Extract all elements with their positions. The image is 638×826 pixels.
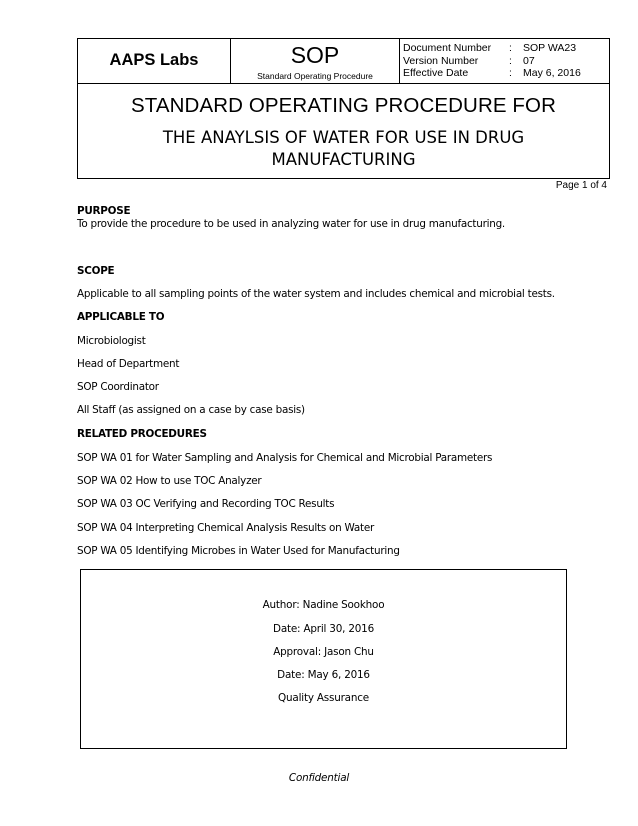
scope-text: Applicable to all sampling points of the water system and includes chemical and microbial tests. xyxy=(77,288,555,300)
meta-label: Effective Date xyxy=(403,67,469,80)
list-item: SOP WA 04 Interpreting Chemical Analysis Results on Water xyxy=(77,522,375,534)
signoff-box xyxy=(80,569,567,749)
meta-effective-date xyxy=(403,67,609,80)
meta-label: Document Number xyxy=(403,42,492,54)
list-item: SOP WA 05 Identifying Microbes in Water Used for Manufacturing xyxy=(77,545,400,557)
document-title xyxy=(78,83,610,178)
list-item: SOP WA 02 How to use TOC Analyzer xyxy=(77,475,262,487)
signoff-author: Author: Nadine Sookhoo xyxy=(262,599,385,611)
signoff-date: Date: April 30, 2016 xyxy=(273,623,374,635)
document-meta xyxy=(400,39,610,84)
document-header xyxy=(77,38,610,179)
meta-label: Version Number xyxy=(403,54,479,67)
meta-value: 07 xyxy=(523,54,535,67)
meta-value: SOP WA23 xyxy=(523,42,577,54)
meta-colon: : xyxy=(509,42,512,54)
sop-label-cell xyxy=(231,39,400,84)
meta-colon: : xyxy=(509,67,512,80)
list-item: Microbiologist xyxy=(77,335,146,347)
title-line-2: THE ANAYLSIS OF WATER FOR USE IN DRUG MANUFACTURING xyxy=(162,127,525,169)
page-number: Page 1 of 4 xyxy=(555,180,607,191)
sop-subtitle: Standard Operating Procedure xyxy=(257,70,373,81)
scope-heading: SCOPE xyxy=(77,265,115,277)
signoff-department: Quality Assurance xyxy=(278,692,369,704)
signoff-approval: Approval: Jason Chu xyxy=(273,646,374,658)
footer-confidential: Confidential xyxy=(288,772,350,784)
list-item: SOP Coordinator xyxy=(77,381,159,393)
meta-colon: : xyxy=(509,54,512,67)
list-item: SOP WA 01 for Water Sampling and Analysis for Chemical and Microbial Parameters xyxy=(77,452,493,464)
company-name: AAPS Labs xyxy=(78,39,231,84)
meta-document-number xyxy=(403,42,609,55)
meta-version-number xyxy=(403,55,609,68)
title-line-1: STANDARD OPERATING PROCEDURE FOR xyxy=(130,93,556,117)
applicable-to-heading: APPLICABLE TO xyxy=(77,311,165,323)
sop-title: SOP xyxy=(290,41,340,68)
meta-value: May 6, 2016 xyxy=(523,67,581,80)
list-item: Head of Department xyxy=(77,358,180,370)
purpose-heading: PURPOSE xyxy=(77,205,131,217)
list-item: SOP WA 03 OC Verifying and Recording TOC Results xyxy=(77,498,335,510)
signoff-approval-date: Date: May 6, 2016 xyxy=(277,669,370,681)
purpose-text: To provide the procedure to be used in analyzing water for use in drug manufacturing. xyxy=(77,218,505,230)
related-procedures-heading: RELATED PROCEDURES xyxy=(77,428,207,440)
list-item: All Staff (as assigned on a case by case basis) xyxy=(77,404,305,416)
